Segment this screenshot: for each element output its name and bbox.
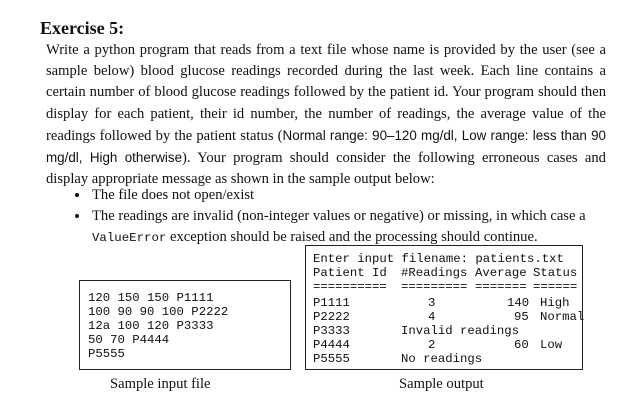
sample-input-caption: Sample input file [110,376,211,392]
output-patient-id: P2222 [313,310,350,324]
header-readings: #Readings [401,266,468,280]
input-line: 120 150 150 P1111 [88,291,214,305]
separator: ========= [401,280,468,294]
output-readings: 2 [428,338,436,352]
output-average: 95 [514,310,529,324]
input-line: 12a 100 120 P3333 [88,319,214,333]
output-status: Low [540,338,563,352]
output-prompt: Enter input filename: patients.txt [313,252,564,266]
exercise-description [46,40,606,190]
output-readings: 3 [428,296,436,310]
description-part2: ). Your program should consider the following erroneous cases and display appropriate message as shown in the sample output below: [46,150,606,188]
exercise-title: Exercise 5: [40,18,125,38]
input-line: 50 70 P4444 [88,333,170,347]
input-line: P5555 [88,347,125,361]
description-part1: Write a python program that reads from a text file whose name is provided by the user (see a sample below) blood glucose readings recorded during the last week. Each line contains a certain number of blood glucose readings followed by the patient id. Your program should then display for each patient, their id number, the number of readings, the average value of the readings followed by the patient status ( [46,42,606,144]
error-case-file [90,185,635,206]
separator: ======= [475,280,527,294]
sample-output-box [305,245,583,370]
output-average: 140 [507,296,530,310]
output-status: Normal [540,310,585,324]
output-message: Invalid readings [401,324,520,338]
error-case-file-text: The file does not open/exist [92,187,255,203]
error-case-invalid-text: The readings are invalid (non-integer values or negative) or missing, in which case a [92,207,586,224]
sample-output-caption: Sample output [399,376,484,392]
output-patient-id: P3333 [313,324,350,338]
output-status: High [540,296,570,310]
error-case-invalid-tail: exception should be raised and the processing should continue. [166,228,538,245]
value-error-code: ValueError [92,230,167,245]
output-message: No readings [401,352,483,366]
error-cases-list [62,185,635,248]
separator: ====== [533,280,578,294]
header-status: Status [533,266,578,280]
header-average: Average [475,266,527,280]
separator: ========== [313,280,387,294]
header-patient-id: Patient Id [313,266,387,280]
output-readings: 4 [428,310,436,324]
glucose-ranges: Normal range: 90–120 mg/dl, Low range: less than 90 mg/dl, High otherwise [46,127,606,166]
output-average: 60 [514,338,529,352]
output-patient-id: P5555 [313,352,350,366]
output-patient-id: P1111 [313,296,350,310]
sample-input-box [79,280,291,370]
input-line: 100 90 90 100 P2222 [88,305,229,319]
output-patient-id: P4444 [313,338,350,352]
error-case-invalid-readings [90,206,635,249]
